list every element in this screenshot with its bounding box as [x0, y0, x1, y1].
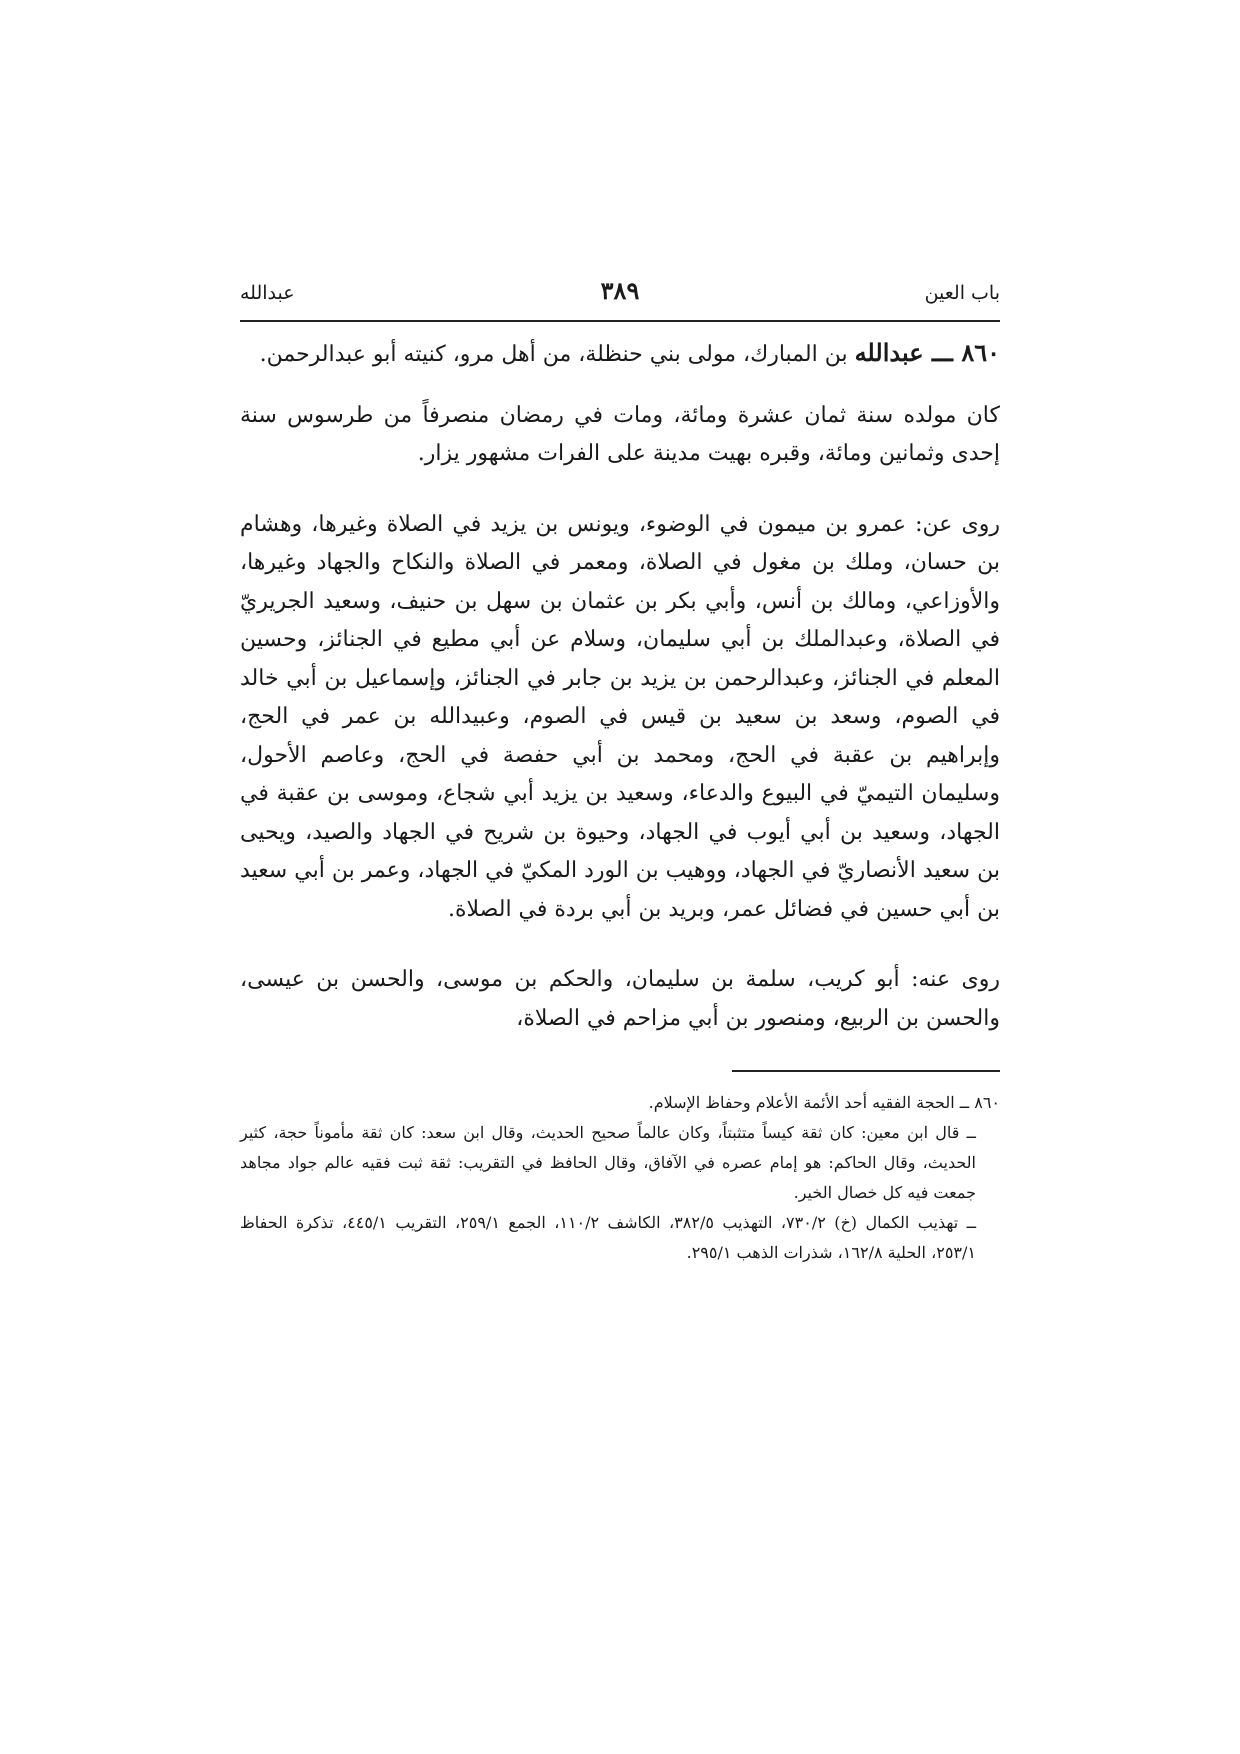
chapter-title: باب العين — [924, 282, 1000, 304]
birth-death-paragraph: كان مولده سنة ثمان عشرة ومائة، ومات في رمضان منصرفاً من طرسوس سنة إحدى وثمانين ومائة، وقبره بهيت مدينة على الفرات مشهور يزار. — [240, 402, 1000, 466]
entry-name: عبدالله — [854, 338, 924, 367]
page-number: ٣٨٩ — [600, 276, 640, 305]
entry-number: ٨٦٠ — [961, 338, 1000, 367]
running-header — [240, 276, 1000, 322]
section-name: عبدالله — [240, 282, 295, 304]
entry-heading — [240, 334, 1000, 375]
book-page — [240, 276, 1000, 1268]
entry-dash: ـــ — [923, 338, 962, 367]
footnotes — [240, 1088, 1000, 1268]
footnote-references: ــ تهذيب الكمال (خ) ٧٣٠/٢، التهذيب ٣٨٢/٥، الكاشف ١١٠/٢، الجمع ٢٥٩/١، التقريب ٤٤٥/١، تذكرة الحفاظ ٢٥٣/١، الحلية ١٦٢/٨، شذرات الذهب ٢٩٥/١. — [240, 1213, 976, 1262]
footnote-assessments: ــ قال ابن معين: كان ثقة كيساً متثبتاً، وكان عالماً صحيح الحديث، وقال ابن سعد: كان ثقة مأموناً حجة، كثير الحديث، وقال الحاكم: هو إمام عصره في الآفاق، وقال الحافظ في التقريب: ثقة ثبت فقيه عالم جواد مجاهد جمعت فيه كل خصال الخير. — [240, 1123, 976, 1202]
footnote-intro: ٨٦٠ ــ الحجة الفقيه أحد الأئمة الأعلام وحفاظ الإسلام. — [648, 1093, 1000, 1112]
entry-lineage: بن المبارك، مولى بني حنظلة، من أهل مرو، كنيته أبو عبدالرحمن. — [259, 342, 855, 367]
footnote-divider — [732, 1070, 1000, 1072]
narrated-from-paragraph: روى عن: عمرو بن ميمون في الوضوء، ويونس بن يزيد في الصلاة وغيرها، وهشام بن حسان، وملك بن مغول في الصلاة، ومعمر في الصلاة والنكاح والجهاد وغيرها، والأوزاعي، ومالك بن أنس، وأبي بكر بن عثمان بن سهل بن حنيف، وسعيد الجريريّ في الصلاة، وعبدالملك بن أبي سليمان، وسلام عن أبي مطيع في الجنائز، وحسين المعلم في الجنائز، وعبدالرحمن بن يزيد بن جابر في الجنائز، وإسماعيل بن أبي خالد في الصوم، وسعد بن سعيد بن قيس في الصوم، وعبيدالله بن عمر في الحج، وإبراهيم بن عقبة في الحج، ومحمد بن أبي حفصة في الحج، وعاصم الأحول، وسليمان التيميّ في البيوع والدعاء، وسعيد بن يزيد أبي شجاع، وموسى بن عقبة في الجهاد، وسعيد بن أبي أيوب في الجهاد، وحيوة بن شريح في الجهاد والصيد، ويحيى بن سعيد الأنصاريّ في الجهاد، ووهيب بن الورد المكيّ في الجهاد، وعمر بن أبي سعيد بن أبي حسين في فضائل عمر، وبريد بن أبي بردة في الصلاة. — [240, 511, 1000, 922]
narrated-by-paragraph: روى عنه: أبو كريب، سلمة بن سليمان، والحكم بن موسى، والحسن بن عيسى، والحسن بن الربيع، ومنصور بن أبي مزاحم في الصلاة، — [240, 967, 1000, 1031]
